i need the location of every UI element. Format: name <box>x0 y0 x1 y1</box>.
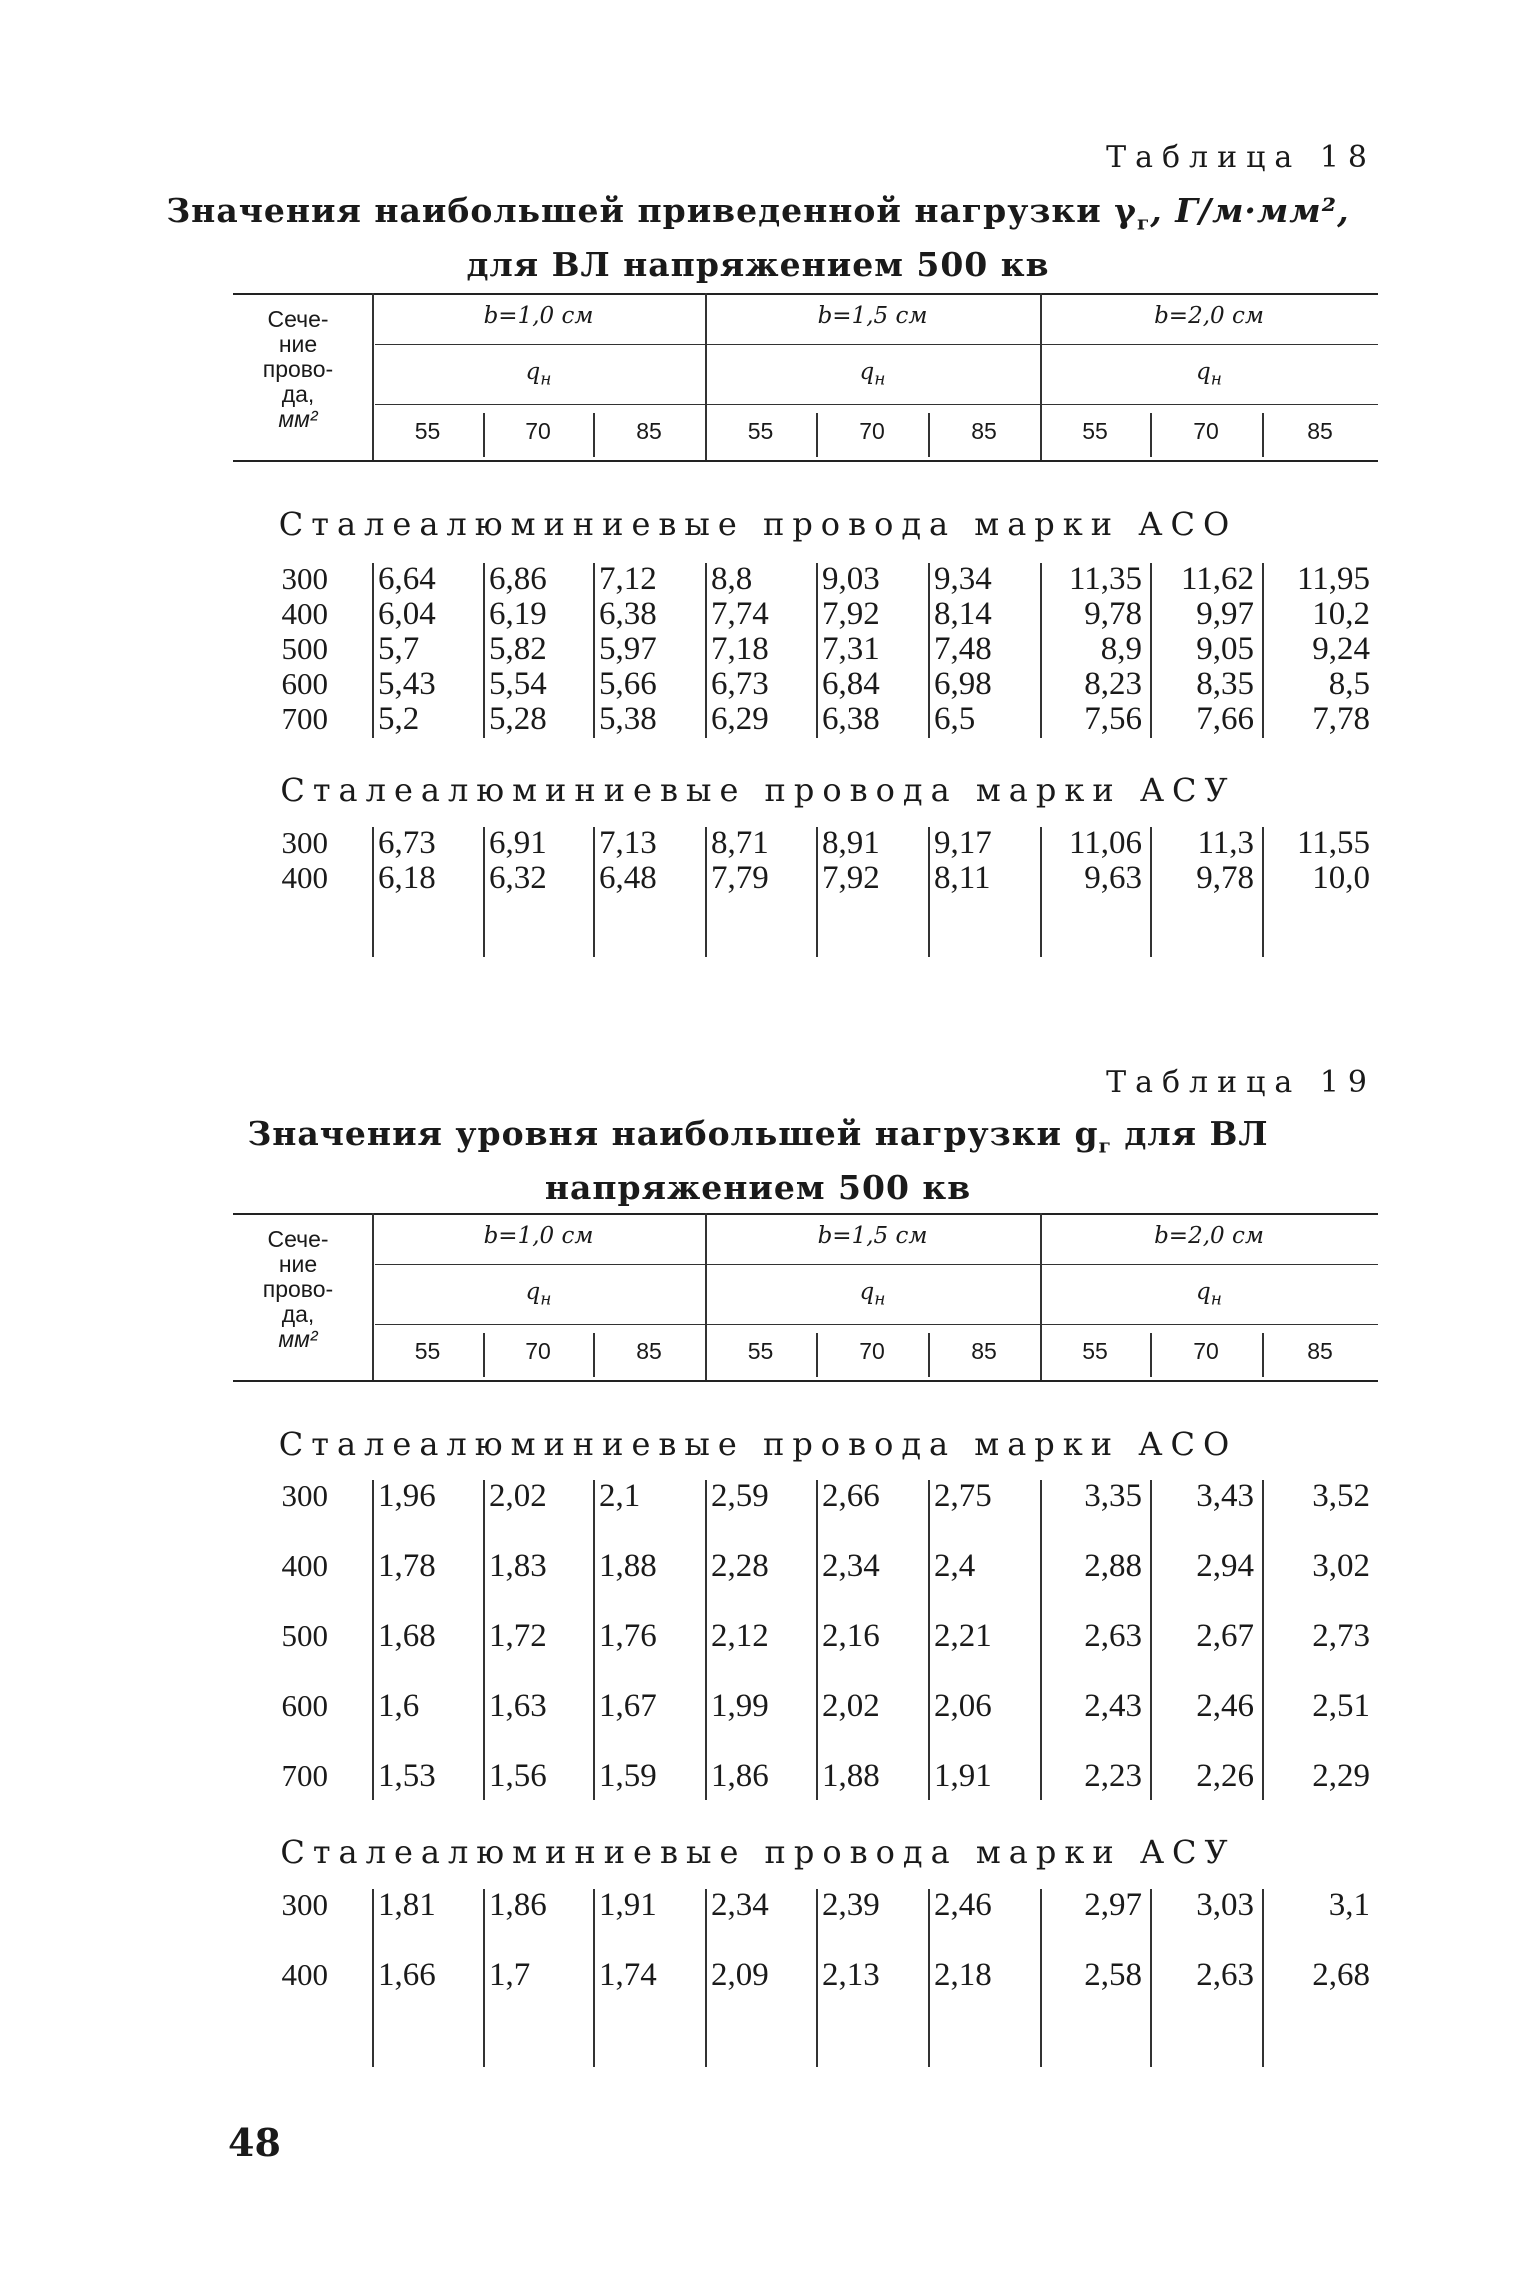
header-divider <box>1040 1213 1042 1380</box>
body-divider <box>928 827 930 957</box>
body-divider <box>1262 827 1264 957</box>
header-subdivider <box>593 413 595 457</box>
table-cell: 1,83 <box>489 1548 547 1584</box>
q-header: $q_н$ <box>1196 1279 1222 1310</box>
body-divider <box>1262 563 1264 738</box>
table-cell: 5,38 <box>599 701 657 737</box>
table-cell: 6,38 <box>599 596 657 632</box>
table-cell: 2,4 <box>934 1548 976 1584</box>
table-cell: 2,67 <box>1196 1618 1254 1654</box>
row-section-label: 400 <box>281 860 328 895</box>
table-cell: 2,59 <box>711 1478 769 1514</box>
table-cell: 7,31 <box>822 631 880 667</box>
header-rule-1 <box>375 1264 1378 1265</box>
table-18-label: Таблица 18 <box>1106 140 1376 175</box>
body-divider <box>816 1889 818 2067</box>
header-subdivider <box>816 413 818 457</box>
table-cell: 11,95 <box>1296 561 1370 597</box>
table-cell: 7,74 <box>711 596 769 632</box>
table-cell: 2,34 <box>711 1887 769 1923</box>
q-value-header: 55 <box>1082 418 1108 444</box>
q-value-header: 85 <box>971 418 997 444</box>
section-header-line: мм² <box>278 1326 318 1352</box>
width-group-header: b=1,0 см <box>483 303 594 329</box>
table-18-title-line2: для ВЛ напряжением 500 кв <box>466 244 1050 284</box>
table-cell: 1,72 <box>489 1618 547 1654</box>
table-cell: 7,92 <box>822 596 880 632</box>
section-header-line: мм² <box>278 406 318 432</box>
table-cell: 2,23 <box>1084 1758 1142 1794</box>
table-cell: 2,06 <box>934 1688 992 1724</box>
table-cell: 5,97 <box>599 631 657 667</box>
table-cell: 1,56 <box>489 1758 547 1794</box>
q-value-header: 70 <box>1193 418 1219 444</box>
table-cell: 6,18 <box>378 860 436 896</box>
q-value-header: 85 <box>636 418 662 444</box>
table-cell: 6,38 <box>822 701 880 737</box>
table-cell: 8,71 <box>711 825 769 861</box>
row-section-label: 700 <box>281 1758 328 1793</box>
table-cell: 9,24 <box>1312 631 1370 667</box>
section-header-line: да, <box>281 381 315 407</box>
q-value-header: 70 <box>525 1338 551 1364</box>
table-cell: 2,28 <box>711 1548 769 1584</box>
table-cell: 6,73 <box>711 666 769 702</box>
table-cell: 2,12 <box>711 1618 769 1654</box>
table-cell: 7,66 <box>1196 701 1254 737</box>
table-cell: 7,78 <box>1312 701 1370 737</box>
section-header-line: Сече- <box>267 1226 329 1252</box>
row-section-label: 600 <box>281 666 328 701</box>
table-cell: 6,98 <box>934 666 992 702</box>
header-divider <box>705 1213 707 1380</box>
table-cell: 1,86 <box>711 1758 769 1794</box>
table-19-title-line2: напряжением 500 кв <box>544 1167 972 1207</box>
table-cell: 1,66 <box>378 1957 436 1993</box>
table-cell: 8,23 <box>1084 666 1142 702</box>
table-cell: 3,35 <box>1084 1478 1142 1514</box>
row-section-label: 300 <box>281 561 328 596</box>
table-cell: 2,68 <box>1312 1957 1370 1993</box>
table-cell: 6,73 <box>378 825 436 861</box>
table-cell: 2,88 <box>1084 1548 1142 1584</box>
table-cell: 8,9 <box>1100 631 1142 667</box>
table-cell: 9,78 <box>1084 596 1142 632</box>
section-column-header <box>233 1227 363 1352</box>
q-value-header: 70 <box>859 418 885 444</box>
section-header-line: да, <box>281 1301 315 1327</box>
section-column-header <box>233 307 363 432</box>
table-cell: 6,04 <box>378 596 436 632</box>
table-cell: 1,76 <box>599 1618 657 1654</box>
table-cell: 5,2 <box>378 701 420 737</box>
table-cell: 1,63 <box>489 1688 547 1724</box>
table-cell: 6,32 <box>489 860 547 896</box>
table-cell: 11,62 <box>1180 561 1254 597</box>
table-cell: 2,73 <box>1312 1618 1370 1654</box>
row-section-label: 400 <box>281 1957 328 1992</box>
body-divider <box>705 563 707 738</box>
body-divider <box>928 1480 930 1800</box>
body-divider <box>372 827 374 957</box>
table-cell: 7,13 <box>599 825 657 861</box>
q-header: $q_н$ <box>525 1279 552 1310</box>
table-cell: 9,34 <box>934 561 992 597</box>
material-section-title: Сталеалюминиевые провода марки АСО <box>278 1425 1238 1463</box>
section-header-line: ние <box>278 1251 318 1277</box>
body-divider <box>1150 563 1152 738</box>
header-divider <box>705 293 707 460</box>
table-cell: 2,63 <box>1084 1618 1142 1654</box>
table-cell: 1,78 <box>378 1548 436 1584</box>
table-cell: 9,05 <box>1196 631 1254 667</box>
table-cell: 5,43 <box>378 666 436 702</box>
table-cell: 3,02 <box>1312 1548 1370 1584</box>
table-cell: 9,03 <box>822 561 880 597</box>
table-19-title <box>0 1113 1516 1209</box>
table-cell: 6,19 <box>489 596 547 632</box>
width-group-header: b=2,0 см <box>1154 303 1264 329</box>
body-divider <box>705 1480 707 1800</box>
section-header-line: прово- <box>262 1276 334 1302</box>
table-cell: 2,63 <box>1196 1957 1254 1993</box>
header-subdivider <box>1150 413 1152 457</box>
header-subdivider <box>1262 1333 1264 1377</box>
table-cell: 1,91 <box>599 1887 657 1923</box>
table-cell: 10,2 <box>1312 596 1370 632</box>
table-cell: 2,97 <box>1084 1887 1142 1923</box>
table-cell: 7,48 <box>934 631 992 667</box>
body-divider <box>483 827 485 957</box>
table-19-title-line1: Значения уровня наибольшей нагрузки $g_г$ для ВЛ <box>247 1114 1269 1158</box>
table-cell: 2,1 <box>599 1478 641 1514</box>
table-cell: 1,7 <box>489 1957 531 1993</box>
table-cell: 7,12 <box>599 561 657 597</box>
table-cell: 1,67 <box>599 1688 657 1724</box>
header-subdivider <box>1262 413 1264 457</box>
table-header-bottom-rule <box>233 1380 1378 1382</box>
q-value-header: 70 <box>859 1338 885 1364</box>
q-value-header: 55 <box>747 418 774 444</box>
row-section-label: 400 <box>281 1548 328 1583</box>
table-cell: 8,91 <box>822 825 880 861</box>
table-cell: 11,3 <box>1197 825 1254 861</box>
table-cell: 2,02 <box>822 1688 880 1724</box>
body-divider <box>928 1889 930 2067</box>
q-header: $q_н$ <box>1196 359 1222 390</box>
body-divider <box>372 1480 374 1800</box>
body-divider <box>593 1480 595 1800</box>
table-cell: 1,74 <box>599 1957 657 1993</box>
table-cell: 6,48 <box>599 860 657 896</box>
table-cell: 1,81 <box>378 1887 436 1923</box>
row-section-label: 300 <box>281 1887 328 1922</box>
q-header: $q_н$ <box>525 359 552 390</box>
table-cell: 5,66 <box>599 666 657 702</box>
table-cell: 2,16 <box>822 1618 880 1654</box>
q-value-header: 55 <box>1082 1338 1108 1364</box>
header-subdivider <box>483 413 485 457</box>
table-cell: 8,8 <box>711 561 753 597</box>
body-divider <box>1040 563 1042 738</box>
q-value-header: 70 <box>1193 1338 1219 1364</box>
table-cell: 6,5 <box>934 701 976 737</box>
table-cell: 9,78 <box>1196 860 1254 896</box>
q-value-header: 85 <box>971 1338 997 1364</box>
table-cell: 1,59 <box>599 1758 657 1794</box>
table-cell: 2,66 <box>822 1478 880 1514</box>
body-divider <box>593 827 595 957</box>
table-cell: 11,06 <box>1068 825 1142 861</box>
header-divider <box>372 1213 374 1380</box>
body-divider <box>928 563 930 738</box>
table-cell: 11,35 <box>1068 561 1142 597</box>
row-section-label: 500 <box>281 1618 328 1653</box>
table-cell: 2,26 <box>1196 1758 1254 1794</box>
table-cell: 3,52 <box>1312 1478 1370 1514</box>
body-divider <box>372 1889 374 2067</box>
table-cell: 1,96 <box>378 1478 436 1514</box>
table-cell: 9,17 <box>934 825 992 861</box>
table-cell: 1,6 <box>378 1688 420 1724</box>
q-value-header: 85 <box>636 1338 662 1364</box>
table-cell: 8,11 <box>934 860 991 896</box>
header-divider <box>1040 293 1042 460</box>
table-cell: 3,03 <box>1196 1887 1254 1923</box>
body-divider <box>816 563 818 738</box>
body-divider <box>1150 1889 1152 2067</box>
material-section-title: Сталеалюминиевые провода марки АСУ <box>280 1833 1236 1871</box>
q-value-header: 70 <box>525 418 551 444</box>
table-cell: 2,29 <box>1312 1758 1370 1794</box>
header-subdivider <box>816 1333 818 1377</box>
table-cell: 8,5 <box>1328 666 1370 702</box>
table-cell: 2,21 <box>934 1618 992 1654</box>
header-rule-1 <box>375 344 1378 345</box>
table-cell: 6,29 <box>711 701 769 737</box>
table-cell: 7,56 <box>1084 701 1142 737</box>
body-divider <box>593 1889 595 2067</box>
table-cell: 8,35 <box>1196 666 1254 702</box>
body-divider <box>1040 1889 1042 2067</box>
table-cell: 2,09 <box>711 1957 769 1993</box>
body-divider <box>1040 1480 1042 1800</box>
table-cell: 2,75 <box>934 1478 992 1514</box>
header-subdivider <box>928 1333 930 1377</box>
q-value-header: 85 <box>1307 418 1333 444</box>
header-rule-2 <box>375 404 1378 405</box>
body-divider <box>1262 1889 1264 2067</box>
row-section-label: 300 <box>281 1478 328 1513</box>
material-section-title: Сталеалюминиевые провода марки АСО <box>278 505 1238 543</box>
section-header-line: ние <box>278 331 318 357</box>
table-cell: 5,28 <box>489 701 547 737</box>
table-cell: 2,34 <box>822 1548 880 1584</box>
table-header-bottom-rule <box>233 460 1378 462</box>
body-divider <box>483 563 485 738</box>
section-header-line: прово- <box>262 356 334 382</box>
q-value-header: 55 <box>414 418 441 444</box>
table-cell: 2,51 <box>1312 1688 1370 1724</box>
table-cell: 7,79 <box>711 860 769 896</box>
table-cell: 1,88 <box>599 1548 657 1584</box>
table-top-rule <box>233 1213 1378 1215</box>
header-subdivider <box>483 1333 485 1377</box>
width-group-header: b=1,5 см <box>817 1223 928 1249</box>
table-cell: 7,92 <box>822 860 880 896</box>
table-cell: 1,91 <box>934 1758 992 1794</box>
body-divider <box>483 1480 485 1800</box>
table-cell: 3,1 <box>1328 1887 1370 1923</box>
table-cell: 2,39 <box>822 1887 880 1923</box>
table-cell: 2,58 <box>1084 1957 1142 1993</box>
body-divider <box>372 563 374 738</box>
table-cell: 2,02 <box>489 1478 547 1514</box>
table-cell: 5,54 <box>489 666 547 702</box>
page-number: 48 <box>228 2120 281 2165</box>
table-top-rule <box>233 293 1378 295</box>
table-cell: 7,18 <box>711 631 769 667</box>
table-cell: 5,82 <box>489 631 547 667</box>
header-rule-2 <box>375 1324 1378 1325</box>
table-19-label: Таблица 19 <box>1106 1065 1376 1100</box>
material-section-title: Сталеалюминиевые провода марки АСУ <box>280 771 1236 809</box>
table-cell: 10,0 <box>1312 860 1370 896</box>
body-divider <box>483 1889 485 2067</box>
q-header: $q_н$ <box>859 359 886 390</box>
row-section-label: 600 <box>281 1688 328 1723</box>
table-cell: 2,13 <box>822 1957 880 1993</box>
table-cell: 11,55 <box>1296 825 1370 861</box>
row-section-label: 500 <box>281 631 328 666</box>
table-cell: 6,91 <box>489 825 547 861</box>
body-divider <box>705 1889 707 2067</box>
body-divider <box>816 827 818 957</box>
body-divider <box>705 827 707 957</box>
table-cell: 2,46 <box>1196 1688 1254 1724</box>
table-cell: 1,68 <box>378 1618 436 1654</box>
row-section-label: 700 <box>281 701 328 736</box>
table-cell: 6,84 <box>822 666 880 702</box>
q-value-header: 85 <box>1307 1338 1333 1364</box>
body-divider <box>593 563 595 738</box>
header-divider <box>372 293 374 460</box>
q-value-header: 55 <box>414 1338 441 1364</box>
header-subdivider <box>1150 1333 1152 1377</box>
table-cell: 2,18 <box>934 1957 992 1993</box>
table-cell: 8,14 <box>934 596 992 632</box>
table-cell: 9,97 <box>1196 596 1254 632</box>
table-cell: 9,63 <box>1084 860 1142 896</box>
header-subdivider <box>928 413 930 457</box>
row-section-label: 400 <box>281 596 328 631</box>
body-divider <box>1040 827 1042 957</box>
row-section-label: 300 <box>281 825 328 860</box>
table-cell: 1,53 <box>378 1758 436 1794</box>
table-cell: 2,43 <box>1084 1688 1142 1724</box>
table-cell: 2,94 <box>1196 1548 1254 1584</box>
body-divider <box>1150 827 1152 957</box>
table-cell: 2,46 <box>934 1887 992 1923</box>
table-cell: 6,64 <box>378 561 436 597</box>
table-18-title <box>0 190 1516 286</box>
body-divider <box>1262 1480 1264 1800</box>
table-cell: 5,7 <box>378 631 420 667</box>
q-value-header: 55 <box>747 1338 774 1364</box>
table-cell: 3,43 <box>1196 1478 1254 1514</box>
table-cell: 1,86 <box>489 1887 547 1923</box>
table-cell: 6,86 <box>489 561 547 597</box>
body-divider <box>1150 1480 1152 1800</box>
section-header-line: Сече- <box>267 306 329 332</box>
table-cell: 1,88 <box>822 1758 880 1794</box>
table-18-title-line1: Значения наибольшей приведенной нагрузки $\gamma_г$, Г/м·мм², <box>166 191 1350 235</box>
width-group-header: b=1,5 см <box>817 303 928 329</box>
q-header: $q_н$ <box>859 1279 886 1310</box>
width-group-header: b=1,0 см <box>483 1223 594 1249</box>
body-divider <box>816 1480 818 1800</box>
table-cell: 1,99 <box>711 1688 769 1724</box>
header-subdivider <box>593 1333 595 1377</box>
width-group-header: b=2,0 см <box>1154 1223 1264 1249</box>
